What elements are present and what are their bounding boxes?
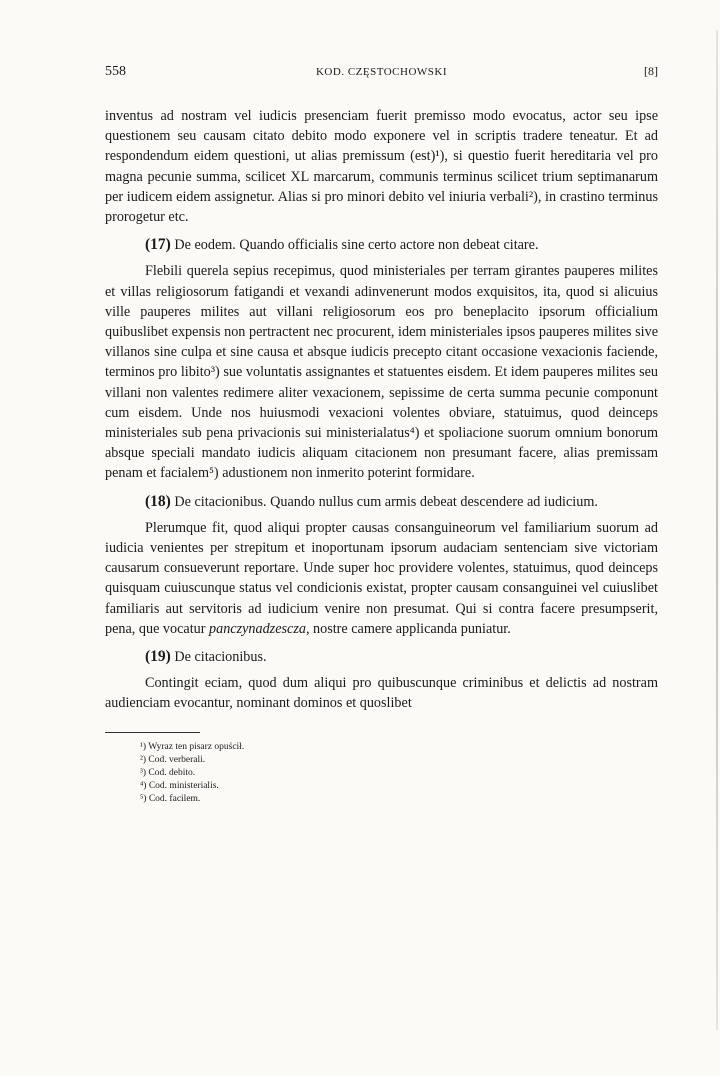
paragraph: Flebili querela sepius recepimus, quod ministeriales per terram girantes pauperes milites et villas religiosorum fatigandi et vexandi adinvenerunt modos exquisitos, ita, quod si alicuius ville pauperes milites aut villani religiosorum eos pro beneplacito ipsorum officialium quibuslibet expensis non pertractent nec procurent, idem ministeriales ipsos pauperes milites sive villanos sine culpa et sine causa et absque iudicis precepto citant occasione vexacionis faciende, terminos pro libito³) sue voluntatis assignantes et statuentes eisdem. Et idem pauperes milites seu villani non valentes redimere aliter vexacionem, sepissime de certa summa pecunie componunt cum eisdem. Unde nos huiusmodi vexacioni volentes obviare, statuimus, quod deinceps ministeriales sub pena privacionis sui ministerialatus⁴) et spoliacione suorum omnium bonorum absque speciali mandato iudicis aliquam citacionem non presumant facere, alias premissam penam et facialem⁵) adustionem non inmerito poterint formidare. xyxy=(105,263,658,482)
document-page xyxy=(105,58,658,806)
footnote: ⁴) Cod. ministerialis. xyxy=(140,780,219,791)
section-title: De eodem. Quando officialis sine certo actore non debeat citare. xyxy=(170,237,539,254)
italic-term: panczynadzescza xyxy=(209,620,306,637)
paragraph: inventus ad nostram vel iudicis presenciam fuerit premisso modo evocatus, actor seu ipse questionem seu causam citato debito modo exponere vel in scriptis tradere teneatur. Et ad respondendum eidem questioni, ut alias premissum (est)¹), si questio fuerit hereditaria vel pro magna pecunie summa, scilicet XL marcarum, communis terminus scilicet trium septimanarum per iudicem eidem assignetur. Alias si pro minori debito vel iniuria verbali²), in crastino terminus prorogetur etc. xyxy=(105,108,658,226)
section-heading-18 xyxy=(105,492,658,512)
footnote: ⁵) Cod. facilem. xyxy=(140,793,201,804)
section-heading-19 xyxy=(105,647,658,667)
section-number: (17) xyxy=(145,236,171,254)
section-mark: [8] xyxy=(644,64,658,78)
section-heading-17 xyxy=(105,235,658,255)
footnote-rule xyxy=(105,732,200,733)
paragraph-text: , nostre camere applicanda puniatur. xyxy=(305,620,511,637)
paragraph xyxy=(105,518,658,639)
section-title: De citacionibus. Quando nullus cum armis debeat descendere ad iudicium. xyxy=(170,493,598,510)
footnote: ²) Cod. verberali. xyxy=(140,754,206,765)
footnote: ³) Cod. debito. xyxy=(140,767,196,778)
footnotes xyxy=(105,741,658,806)
section-number: (19) xyxy=(145,648,171,666)
paragraph: Contingit eciam, quod dum aliqui pro quibuscunque criminibus et delictis ad nostram audienciam evocantur, nominant dominos et quoslibet xyxy=(105,675,658,712)
section-number: (18) xyxy=(145,492,171,510)
running-title: KOD. CZĘSTOCHOWSKI xyxy=(315,66,448,78)
page-header xyxy=(105,58,658,86)
page-number: 558 xyxy=(105,64,126,79)
section-title: De citacionibus. xyxy=(170,649,267,666)
paragraph-text: Plerumque fit, quod aliqui propter causas consanguineorum vel familiarium suorum ad iudicia venientes per strepitum et inoportunam ipsorum audaciam sentenciam sive victoriam causarum consueverunt reportare. Unde super hoc providere volentes, statuimus, quod deinceps quisquam cuiuscunque status vel condicionis existat, propter causam consanguinei vel cuiuslibet familiaris aut servitoris ad iudicium venire non presumat. Qui si contra facere presumpserit, pena, que vocatur xyxy=(105,519,658,637)
body-text xyxy=(105,106,658,714)
footnote: ¹) Wyraz ten pisarz opuścił. xyxy=(140,741,245,752)
page-edge xyxy=(716,30,718,1030)
